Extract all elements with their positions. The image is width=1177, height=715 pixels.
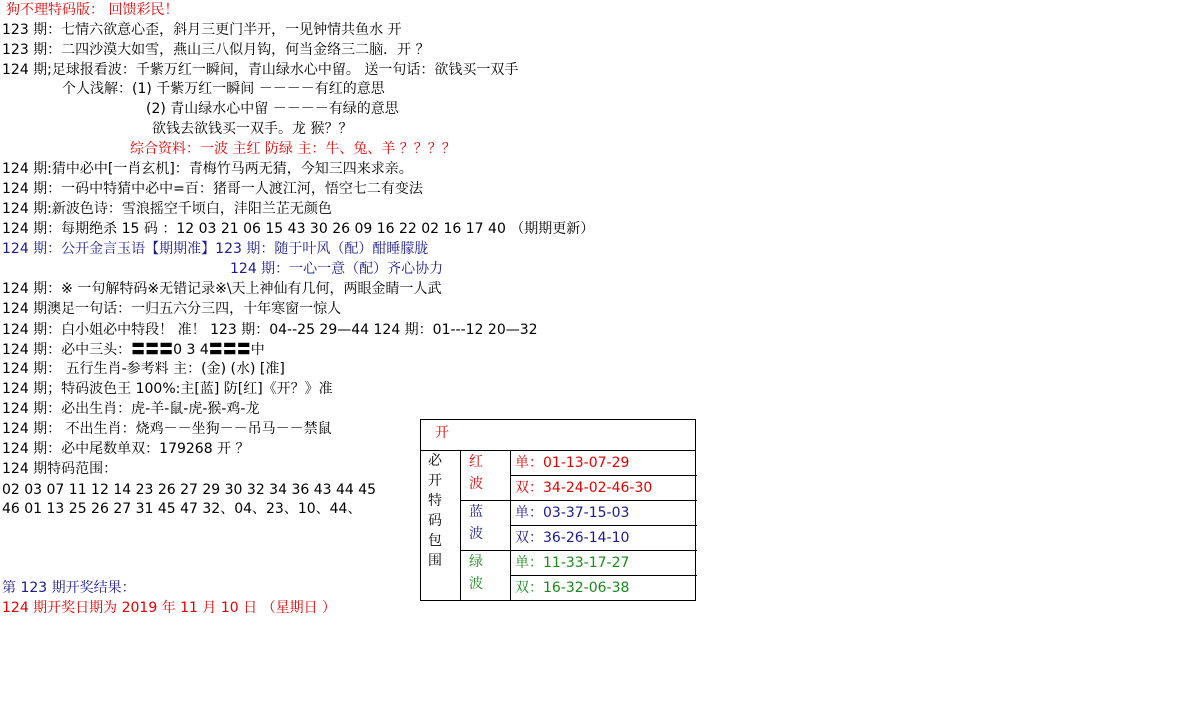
- text-line: 124 期：必中三头：〓〓〓0 3 4〓〓〓中: [2, 342, 265, 358]
- table-row: [511, 451, 697, 476]
- text-line: 124 期：必中尾数单双：179268 开 ？: [2, 441, 250, 457]
- wave-cell-blue: [461, 501, 511, 551]
- table-row: [511, 476, 697, 501]
- text-line: 124 期:新波色诗：雪浪摇空千顷白，沣阳兰芷无颜色: [2, 201, 332, 217]
- table-row: [511, 526, 697, 551]
- text-line: 124 期：一心一意（配）齐心协力: [230, 261, 444, 277]
- single-numbers: 单：01-13-07-29: [515, 455, 630, 471]
- table-row: [511, 501, 697, 526]
- wave-cell-red: [461, 451, 511, 501]
- text-line: 124 期;足球报看波：千紫万红一瞬间，青山绿水心中留。 送一句话：欲钱买一双手: [2, 62, 519, 78]
- table-header-text: 开: [435, 425, 449, 441]
- wave-label: 红波: [469, 454, 483, 492]
- single-numbers: 单：03-37-15-03: [515, 505, 630, 521]
- text-line: 124 期:猜中必中[一肖玄机]：青梅竹马两无猜，今知三四来求亲。: [2, 161, 413, 177]
- double-numbers: 双：16-32-06-38: [515, 580, 630, 596]
- text-line: 124 期： 不出生肖：烧鸡－－坐狗－－吊马－－禁鼠: [2, 421, 332, 437]
- prediction-table: [420, 419, 696, 601]
- text-line: 124 期：※ 一句解特码※无错记录※\天上神仙有几何，两眼金睛一人武: [2, 281, 442, 297]
- table-row: [511, 576, 697, 600]
- wave-label: 蓝波: [469, 504, 483, 542]
- text-line: 124 期：一码中特猜中必中=百：猪哥一人渡江河，悟空七二有变法: [2, 181, 423, 197]
- table-header: [421, 420, 695, 451]
- text-line: 124 期：必出生肖：虎-羊-鼠-虎-猴-鸡-龙: [2, 401, 260, 417]
- wave-cell-green: [461, 551, 511, 600]
- text-line: 124 期：白小姐必中特段！ 准！ 123 期：04--25 29—44 124 期：01---12 20—32: [2, 322, 538, 338]
- side-label-cell: [421, 451, 461, 601]
- text-line: 124 期：公开金言玉语【期期准】123 期：随于叶风（配）酣睡朦胧: [2, 241, 429, 257]
- number-range-line: 46 01 13 25 26 27 31 45 47 32、04、23、10、44、: [2, 501, 362, 517]
- single-numbers: 单：11-33-17-27: [515, 555, 630, 571]
- table-row: [511, 551, 697, 576]
- double-numbers: 双：34-24-02-46-30: [515, 480, 653, 496]
- wave-label: 绿波: [469, 554, 483, 592]
- double-numbers: 双：36-26-14-10: [515, 530, 630, 546]
- text-line: 124 期澳足一句话：一归五六分三四，十年寒窗一惊人: [2, 301, 342, 317]
- text-line: 124 期；特码波色王 100%:主[蓝] 防[红]《开？》准: [2, 381, 333, 397]
- text-line: 123 期：七情六欲意心歪，斜月三更门半开，一见钟情共鱼水 开: [2, 22, 402, 38]
- page-title: 狗不理特码版： 回馈彩民！: [6, 2, 179, 18]
- number-range-line: 02 03 07 11 12 14 23 26 27 29 30 32 34 36 43 44 45: [2, 482, 377, 498]
- summary-line: 综合资料：一波 主红 防绿 主：牛、兔、羊 ？？？？: [130, 141, 456, 157]
- draw-date-line: 124 期开奖日期为 2019 年 11 月 10 日 （星期日 ）: [2, 600, 337, 616]
- text-line: 欲钱去欲钱买一双手。龙 猴？？: [152, 121, 353, 137]
- text-line: 124 期：每期绝杀 15 码 ：12 03 21 06 15 43 30 26 09 16 22 02 16 17 40 （期期更新）: [2, 221, 595, 237]
- result-line: 第 123 期开奖结果：: [2, 580, 136, 596]
- text-line: 个人浅解：(1) 千紫万红一瞬间 －－－－有红的意思: [62, 81, 385, 97]
- text-line: 123 期：二四沙漠大如雪，燕山三八似月钩，何当金络三二脑．开 ？: [2, 42, 430, 58]
- side-label: 必开特码包围: [428, 453, 442, 569]
- text-line: 124 期： 五行生肖-参考料 主：(金) (水) [准]: [2, 361, 285, 377]
- text-line: 124 期特码范围：: [2, 461, 118, 477]
- text-line: (2) 青山绿水心中留 －－－－有绿的意思: [146, 101, 399, 117]
